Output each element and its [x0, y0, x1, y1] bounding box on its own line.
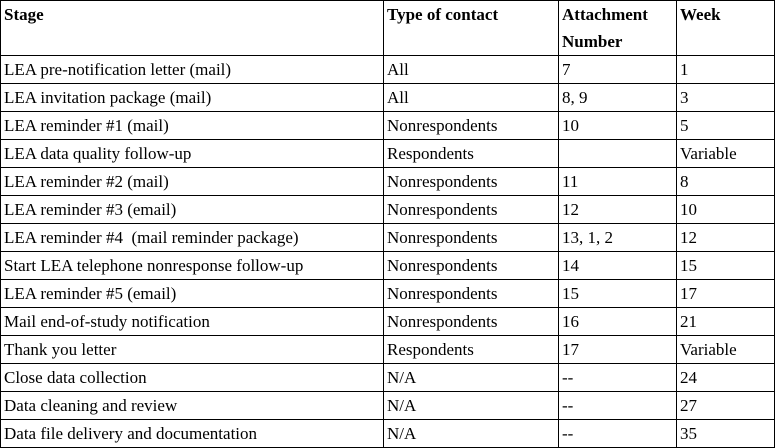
week-cell: 1 [677, 56, 775, 84]
week-cell: Variable [677, 336, 775, 364]
contact-type-cell: Respondents [384, 140, 559, 168]
attachment-cell: 16 [559, 308, 677, 336]
stage-cell: Data cleaning and review [1, 392, 384, 420]
attachment-cell: 11 [559, 168, 677, 196]
week-cell: 15 [677, 252, 775, 280]
stage-cell: LEA reminder #3 (email) [1, 196, 384, 224]
week-cell: 5 [677, 112, 775, 140]
table-row [1, 280, 775, 308]
contact-type-cell: N/A [384, 420, 559, 448]
stage-cell: LEA invitation package (mail) [1, 84, 384, 112]
contact-type-cell: Nonrespondents [384, 196, 559, 224]
attachment-cell [559, 140, 677, 168]
attachment-cell: 13, 1, 2 [559, 224, 677, 252]
header-row [1, 1, 775, 56]
table-row [1, 140, 775, 168]
stage-cell: LEA reminder #5 (email) [1, 280, 384, 308]
attachment-cell: 15 [559, 280, 677, 308]
stage-cell: LEA reminder #2 (mail) [1, 168, 384, 196]
contact-type-cell: All [384, 84, 559, 112]
week-cell: 10 [677, 196, 775, 224]
attachment-cell: 7 [559, 56, 677, 84]
header-week: Week [677, 1, 775, 56]
contact-type-cell: Nonrespondents [384, 252, 559, 280]
table-row [1, 336, 775, 364]
header-attachment-number: Attachment Number [559, 1, 677, 56]
stage-cell: Close data collection [1, 364, 384, 392]
attachment-cell: 14 [559, 252, 677, 280]
table-row [1, 364, 775, 392]
week-cell: 12 [677, 224, 775, 252]
stage-cell: LEA reminder #1 (mail) [1, 112, 384, 140]
table-row [1, 420, 775, 448]
contact-type-cell: N/A [384, 364, 559, 392]
table-row [1, 224, 775, 252]
attachment-cell: -- [559, 420, 677, 448]
stage-cell: LEA pre-notification letter (mail) [1, 56, 384, 84]
week-cell: 27 [677, 392, 775, 420]
week-cell: 21 [677, 308, 775, 336]
week-cell: 35 [677, 420, 775, 448]
attachment-cell: -- [559, 364, 677, 392]
table-row [1, 168, 775, 196]
contact-type-cell: Nonrespondents [384, 308, 559, 336]
table-row [1, 196, 775, 224]
contact-type-cell: Respondents [384, 336, 559, 364]
contact-type-cell: Nonrespondents [384, 224, 559, 252]
week-cell: 24 [677, 364, 775, 392]
week-cell: 3 [677, 84, 775, 112]
stage-cell: Thank you letter [1, 336, 384, 364]
contact-type-cell: Nonrespondents [384, 168, 559, 196]
week-cell: Variable [677, 140, 775, 168]
attachment-cell: 8, 9 [559, 84, 677, 112]
stage-cell: Mail end-of-study notification [1, 308, 384, 336]
attachment-cell: 12 [559, 196, 677, 224]
header-type-of-contact: Type of contact [384, 1, 559, 56]
contact-type-cell: N/A [384, 392, 559, 420]
contact-type-cell: Nonrespondents [384, 280, 559, 308]
table-row [1, 56, 775, 84]
table-row [1, 252, 775, 280]
table-row [1, 308, 775, 336]
week-cell: 8 [677, 168, 775, 196]
table-row [1, 392, 775, 420]
stage-cell: Start LEA telephone nonresponse follow-up [1, 252, 384, 280]
contact-type-cell: All [384, 56, 559, 84]
header-stage: Stage [1, 1, 384, 56]
table-row [1, 112, 775, 140]
stage-cell: Data file delivery and documentation [1, 420, 384, 448]
week-cell: 17 [677, 280, 775, 308]
attachment-cell: 17 [559, 336, 677, 364]
stage-cell: LEA reminder #4 (mail reminder package) [1, 224, 384, 252]
stage-cell: LEA data quality follow-up [1, 140, 384, 168]
attachment-cell: -- [559, 392, 677, 420]
attachment-cell: 10 [559, 112, 677, 140]
contact-type-cell: Nonrespondents [384, 112, 559, 140]
table-row [1, 84, 775, 112]
